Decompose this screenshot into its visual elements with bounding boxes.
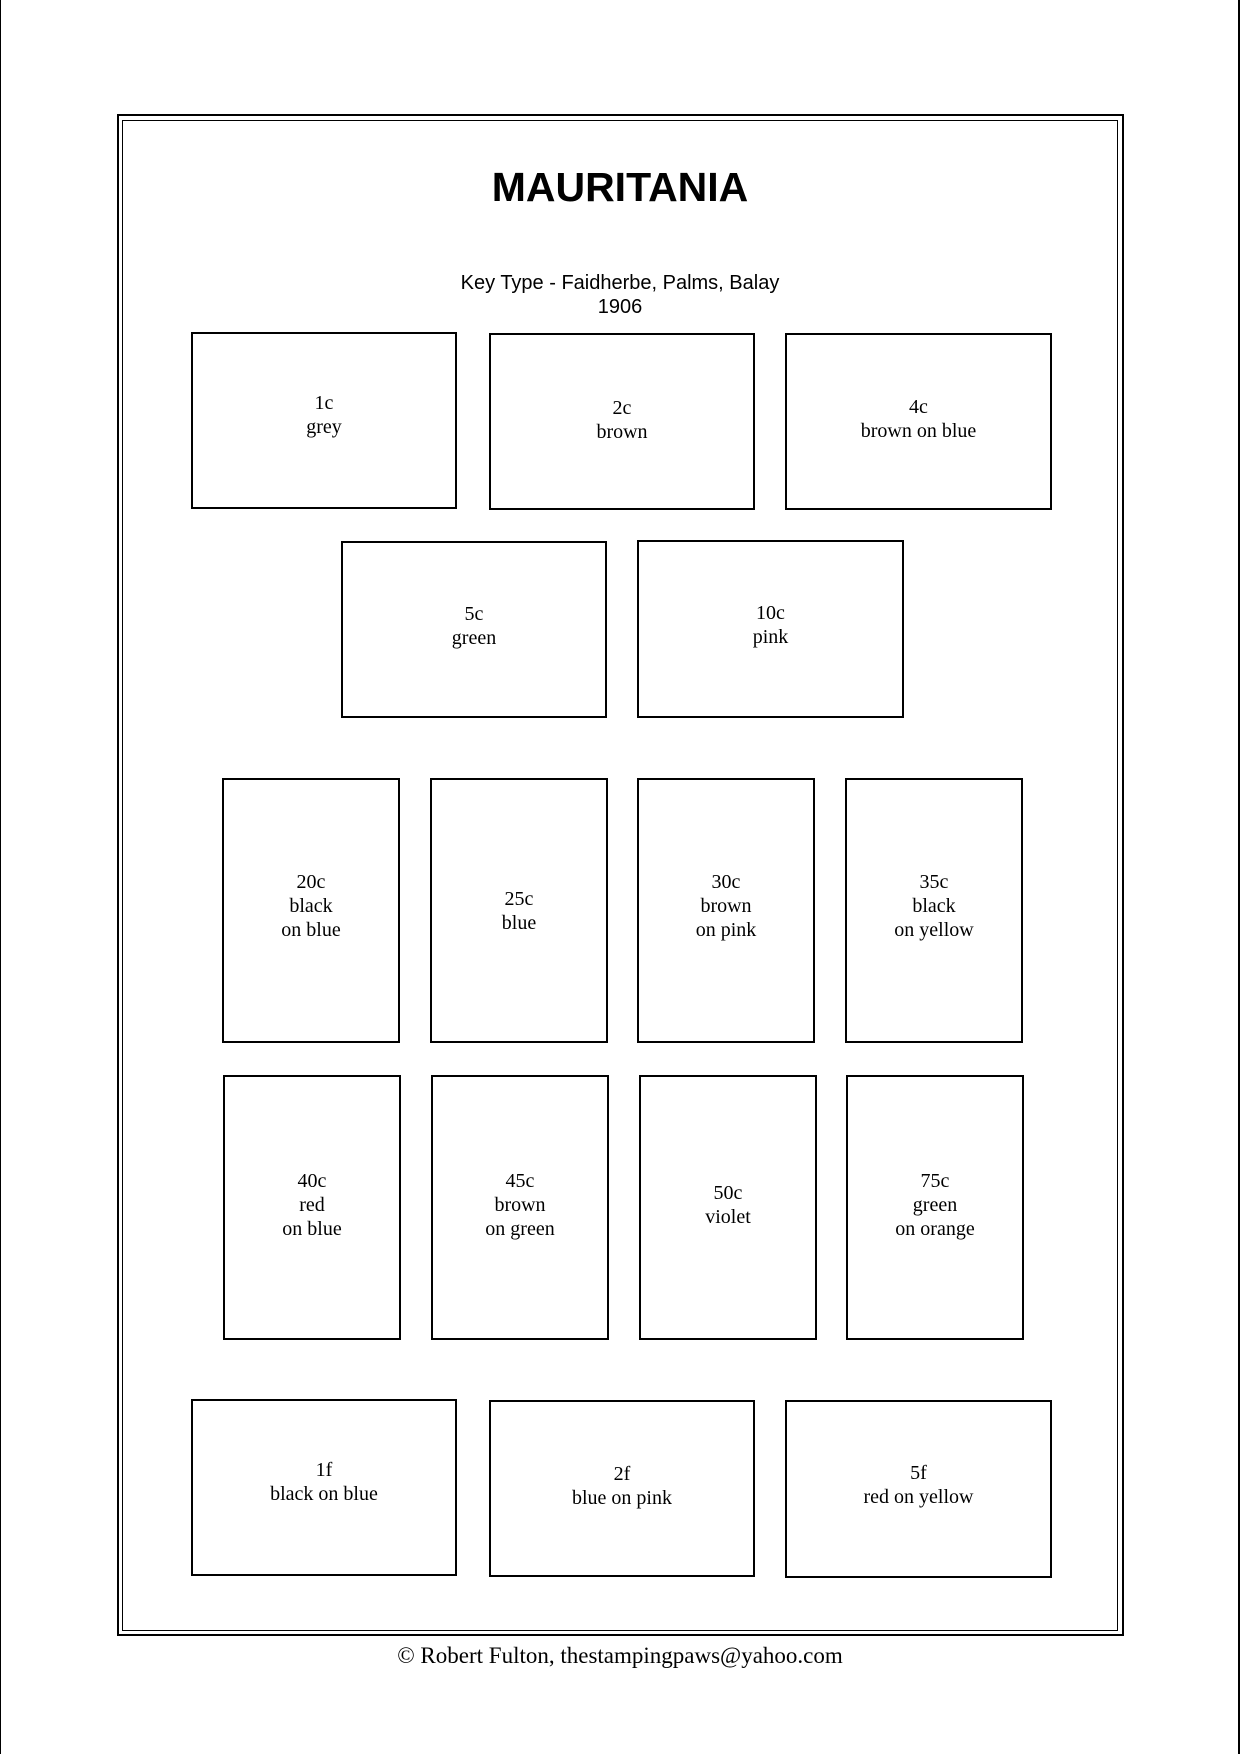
page-title: MAURITANIA [491, 164, 749, 210]
stamp-color: brown on blue [860, 420, 977, 442]
stamp-box-75c[interactable] [846, 1075, 1024, 1340]
stamp-value: 45c [505, 1170, 535, 1192]
stamp-color-secondary: on pink [695, 919, 757, 941]
stamp-box-5f[interactable] [785, 1400, 1052, 1578]
stamp-color: brown [596, 421, 648, 443]
stamp-box-25c[interactable] [430, 778, 608, 1043]
stamp-value: 5f [910, 1462, 927, 1484]
stamp-color-secondary: on orange [895, 1218, 975, 1240]
stamp-color-secondary: on blue [282, 1218, 342, 1240]
stamp-color: black [289, 895, 333, 917]
stamp-value: 20c [296, 871, 326, 893]
stamp-box-20c[interactable] [222, 778, 400, 1043]
stamp-box-1f[interactable] [191, 1399, 457, 1576]
stamp-color: black [912, 895, 956, 917]
stamp-value: 2c [612, 397, 632, 419]
stamp-value: 75c [920, 1170, 950, 1192]
stamp-color: black on blue [270, 1483, 378, 1505]
stamp-color: pink [752, 626, 789, 648]
stamp-value: 1f [315, 1459, 333, 1481]
stamp-box-2c[interactable] [489, 333, 755, 510]
stamp-box-35c[interactable] [845, 778, 1023, 1043]
stamp-color: blue [501, 912, 537, 934]
stamp-color-secondary: on blue [281, 919, 341, 941]
stamp-color: green [912, 1194, 958, 1216]
stamp-box-45c[interactable] [431, 1075, 609, 1340]
stamp-color: green [451, 627, 497, 649]
stamp-color: red [299, 1194, 325, 1216]
stamp-box-1c[interactable] [191, 332, 457, 509]
stamp-color-secondary: on green [485, 1218, 555, 1240]
stamp-value: 30c [711, 871, 741, 893]
stamp-value: 35c [919, 871, 949, 893]
stamp-value: 2f [613, 1463, 631, 1485]
stamp-color: brown [494, 1194, 546, 1216]
stamp-value: 4c [909, 396, 928, 418]
stamp-box-2f[interactable] [489, 1400, 755, 1577]
stamp-color: red on yellow [863, 1486, 974, 1508]
stamp-color: grey [306, 416, 342, 438]
stamp-color-secondary: on yellow [894, 919, 974, 941]
stamp-box-5c[interactable] [341, 541, 607, 718]
stamp-value: 10c [756, 602, 785, 624]
stamp-box-4c[interactable] [785, 333, 1052, 510]
stamp-value: 1c [314, 392, 334, 414]
issue-subtitle: Key Type - Faidherbe, Palms, Balay [460, 272, 780, 294]
stamp-value: 40c [297, 1170, 327, 1192]
stamp-value: 5c [464, 603, 484, 625]
copyright-footer: © Robert Fulton, thestampingpaws@yahoo.com [397, 1643, 843, 1668]
stamp-box-50c[interactable] [639, 1075, 817, 1340]
stamp-box-40c[interactable] [223, 1075, 401, 1340]
stamp-box-10c[interactable] [637, 540, 904, 718]
issue-year: 1906 [597, 296, 643, 318]
page-edge-left [0, 0, 1, 1754]
stamp-box-30c[interactable] [637, 778, 815, 1043]
stamp-value: 25c [504, 888, 534, 910]
stamp-color: blue on pink [572, 1487, 672, 1509]
stamp-color: brown [700, 895, 752, 917]
stamp-color: violet [705, 1206, 751, 1228]
stamp-value: 50c [713, 1182, 743, 1204]
